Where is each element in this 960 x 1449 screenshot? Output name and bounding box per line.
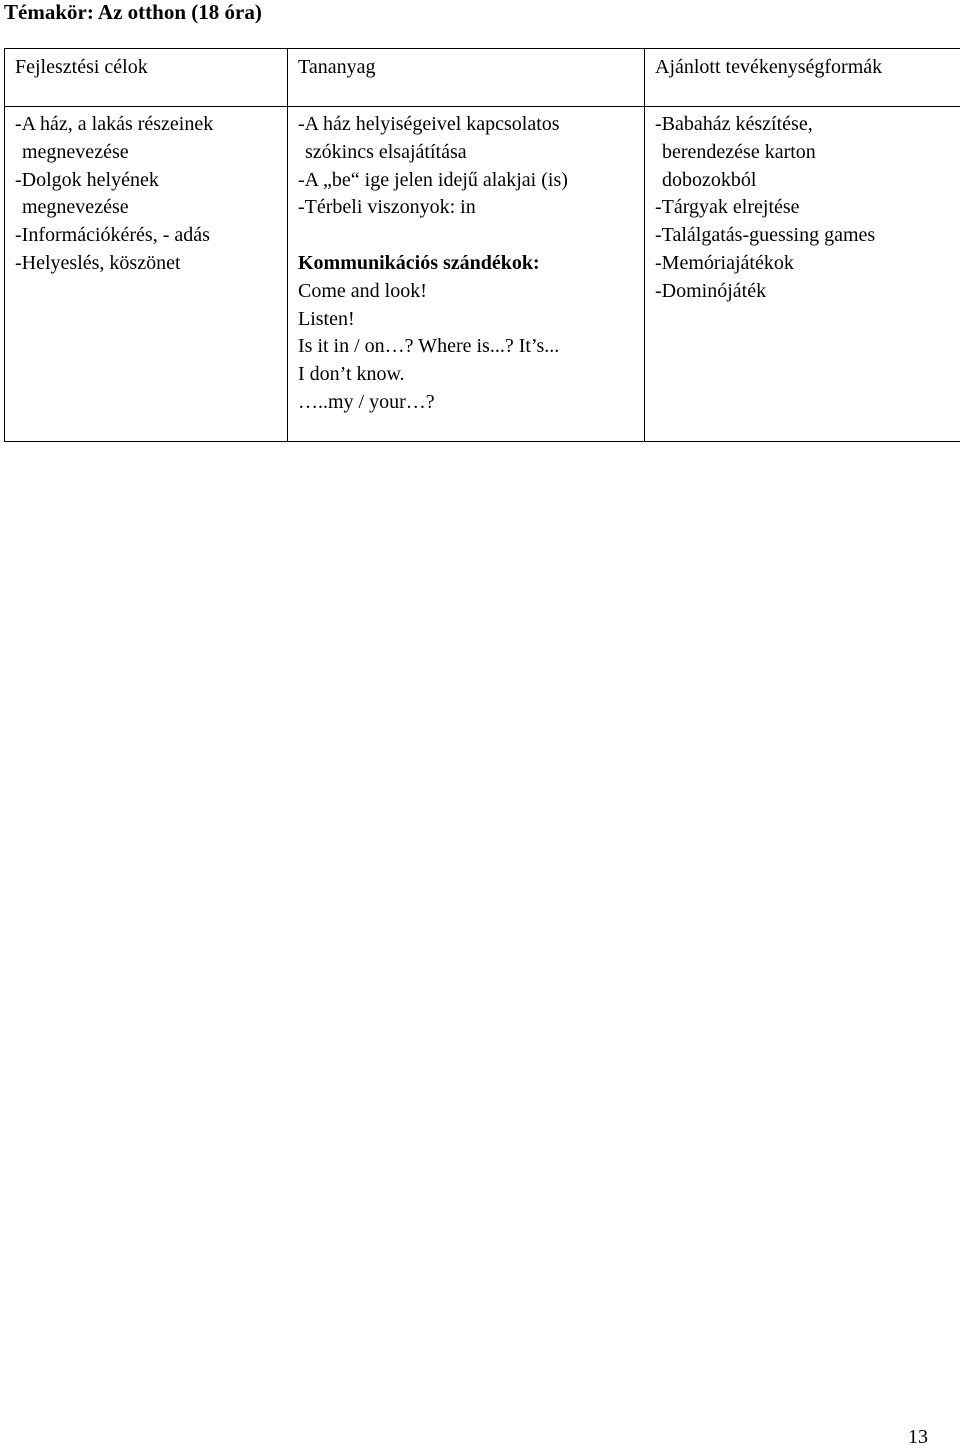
activity-line: berendezése karton: [655, 139, 950, 167]
phrase-line: I don’t know.: [298, 361, 634, 389]
table-header-row: [5, 49, 960, 107]
goal-line: megnevezése: [15, 139, 277, 167]
header-goals: Fejlesztési célok: [15, 54, 277, 82]
header-cell-material: [288, 49, 645, 107]
curriculum-table: [4, 48, 960, 442]
activity-line: dobozokból: [655, 167, 950, 195]
activity-line: -Tárgyak elrejtése: [655, 194, 950, 222]
activity-line: -Dominójáték: [655, 278, 950, 306]
title-topic: Az otthon (18 óra): [94, 0, 262, 24]
communication-subheading: Kommunikációs szándékok:: [298, 250, 634, 278]
goal-line: -A ház, a lakás részeinek: [15, 111, 277, 139]
spacer: [298, 222, 634, 250]
page-number: 13: [908, 1425, 928, 1449]
header-cell-goals: [5, 49, 288, 107]
phrase-line: Is it in / on…? Where is...? It’s...: [298, 333, 634, 361]
material-line: -A „be“ ige jelen idejű alakjai (is): [298, 167, 634, 195]
header-activities: Ajánlott tevékenységformák: [655, 54, 950, 82]
goal-line: -Helyeslés, köszönet: [15, 250, 277, 278]
title-label: Témakör:: [4, 0, 94, 24]
header-cell-activities: [645, 49, 960, 107]
activity-line: -Memóriajátékok: [655, 250, 950, 278]
material-cell: [288, 107, 645, 442]
phrase-line: Come and look!: [298, 278, 634, 306]
material-line: szókincs elsajátítása: [298, 139, 634, 167]
goals-cell: [5, 107, 288, 442]
activity-line: -Babaház készítése,: [655, 111, 950, 139]
table-row: [5, 107, 960, 442]
activities-cell: [645, 107, 960, 442]
page-title: [4, 0, 262, 24]
phrase-line: Listen!: [298, 306, 634, 334]
material-line: -Térbeli viszonyok: in: [298, 194, 634, 222]
material-line: -A ház helyiségeivel kapcsolatos: [298, 111, 634, 139]
activity-line: -Találgatás-guessing games: [655, 222, 950, 250]
goal-line: megnevezése: [15, 194, 277, 222]
header-material: Tananyag: [298, 54, 634, 82]
goal-line: -Dolgok helyének: [15, 167, 277, 195]
phrase-line: …..my / your…?: [298, 389, 634, 417]
goal-line: -Információkérés, - adás: [15, 222, 277, 250]
